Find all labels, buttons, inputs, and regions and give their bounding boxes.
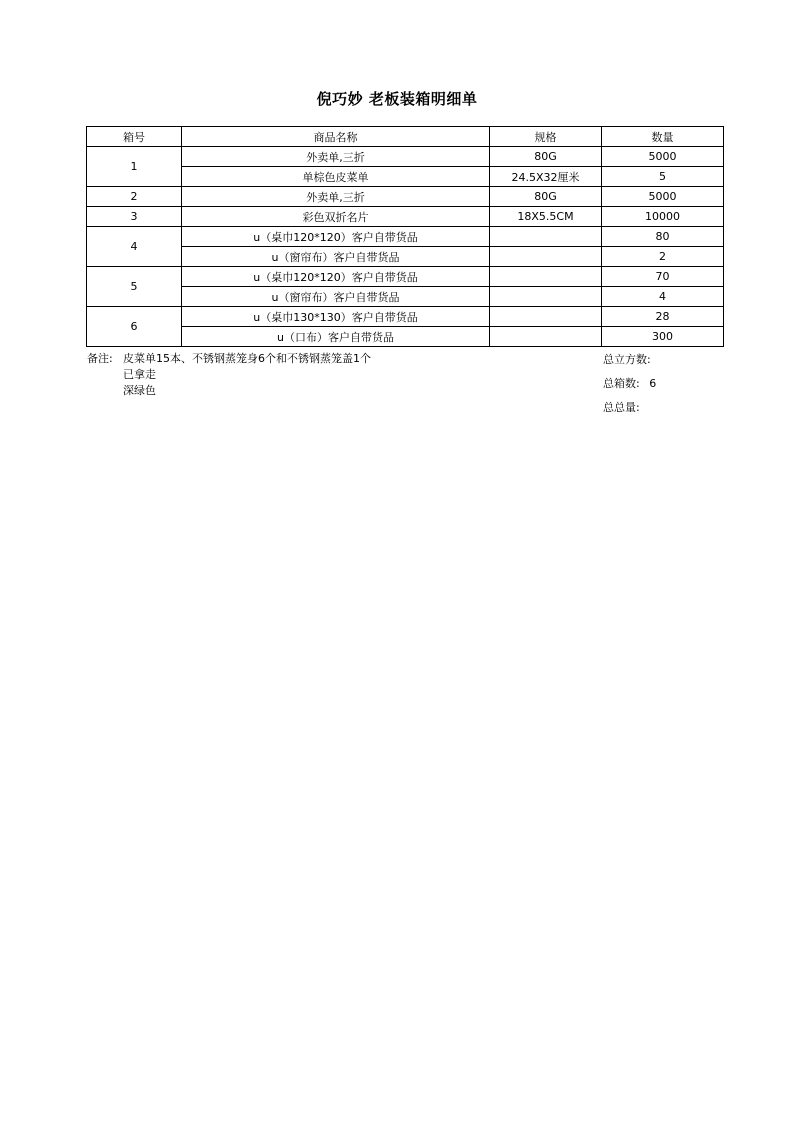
total-boxes-label: 总箱数: <box>603 377 640 390</box>
total-volume-label: 总立方数: <box>603 353 651 366</box>
table-row <box>87 207 724 227</box>
table-row <box>87 227 724 247</box>
total-boxes <box>603 372 656 396</box>
header-quantity: 数量 <box>602 127 724 147</box>
remarks-line: 深绿色 <box>123 384 156 397</box>
quantity-cell: 5 <box>602 167 724 187</box>
spec-cell: 18X5.5CM <box>490 207 602 227</box>
remarks-label: 备注: <box>87 352 113 365</box>
header-spec: 规格 <box>490 127 602 147</box>
quantity-cell: 5000 <box>602 147 724 167</box>
box-number-cell: 6 <box>87 307 182 347</box>
product-name-cell: u（桌巾120*120）客户自带货品 <box>182 227 490 247</box>
remarks-line: 皮菜单15本、不锈钢蒸笼身6个和不锈钢蒸笼盖1个 <box>123 352 371 365</box>
table-row <box>87 307 724 327</box>
totals-section <box>603 348 656 420</box>
spec-cell <box>490 327 602 347</box>
spec-cell <box>490 267 602 287</box>
quantity-cell: 10000 <box>602 207 724 227</box>
box-number-cell: 1 <box>87 147 182 187</box>
packing-list-table <box>86 126 724 347</box>
total-weight <box>603 396 656 420</box>
remarks-line: 已拿走 <box>123 368 156 381</box>
quantity-cell: 70 <box>602 267 724 287</box>
quantity-cell: 4 <box>602 287 724 307</box>
box-number-cell: 5 <box>87 267 182 307</box>
table-header-row <box>87 127 724 147</box>
table-row <box>87 287 724 307</box>
remarks-section <box>87 351 371 399</box>
product-name-cell: u（桌巾130*130）客户自带货品 <box>182 307 490 327</box>
spec-cell: 80G <box>490 187 602 207</box>
product-name-cell: u（窗帘布）客户自带货品 <box>182 247 490 267</box>
quantity-cell: 80 <box>602 227 724 247</box>
spec-cell: 80G <box>490 147 602 167</box>
spec-cell <box>490 307 602 327</box>
total-weight-label: 总总量: <box>603 401 640 414</box>
spec-cell <box>490 227 602 247</box>
spec-cell <box>490 287 602 307</box>
product-name-cell: 外卖单,三折 <box>182 147 490 167</box>
table-row <box>87 147 724 167</box>
table-row <box>87 327 724 347</box>
quantity-cell: 5000 <box>602 187 724 207</box>
box-number-cell: 2 <box>87 187 182 207</box>
table-row <box>87 267 724 287</box>
table-row <box>87 187 724 207</box>
box-number-cell: 4 <box>87 227 182 267</box>
total-boxes-value: 6 <box>649 377 657 390</box>
spec-cell <box>490 247 602 267</box>
product-name-cell: 单棕色皮菜单 <box>182 167 490 187</box>
header-product-name: 商品名称 <box>182 127 490 147</box>
box-number-cell: 3 <box>87 207 182 227</box>
product-name-cell: 外卖单,三折 <box>182 187 490 207</box>
header-box-no: 箱号 <box>87 127 182 147</box>
table-row <box>87 247 724 267</box>
quantity-cell: 2 <box>602 247 724 267</box>
product-name-cell: 彩色双折名片 <box>182 207 490 227</box>
quantity-cell: 28 <box>602 307 724 327</box>
product-name-cell: u（桌巾120*120）客户自带货品 <box>182 267 490 287</box>
table-row <box>87 167 724 187</box>
product-name-cell: u（口布）客户自带货品 <box>182 327 490 347</box>
spec-cell: 24.5X32厘米 <box>490 167 602 187</box>
quantity-cell: 300 <box>602 327 724 347</box>
page-title: 倪巧妙 老板装箱明细单 <box>316 90 478 108</box>
total-volume <box>603 348 656 372</box>
product-name-cell: u（窗帘布）客户自带货品 <box>182 287 490 307</box>
